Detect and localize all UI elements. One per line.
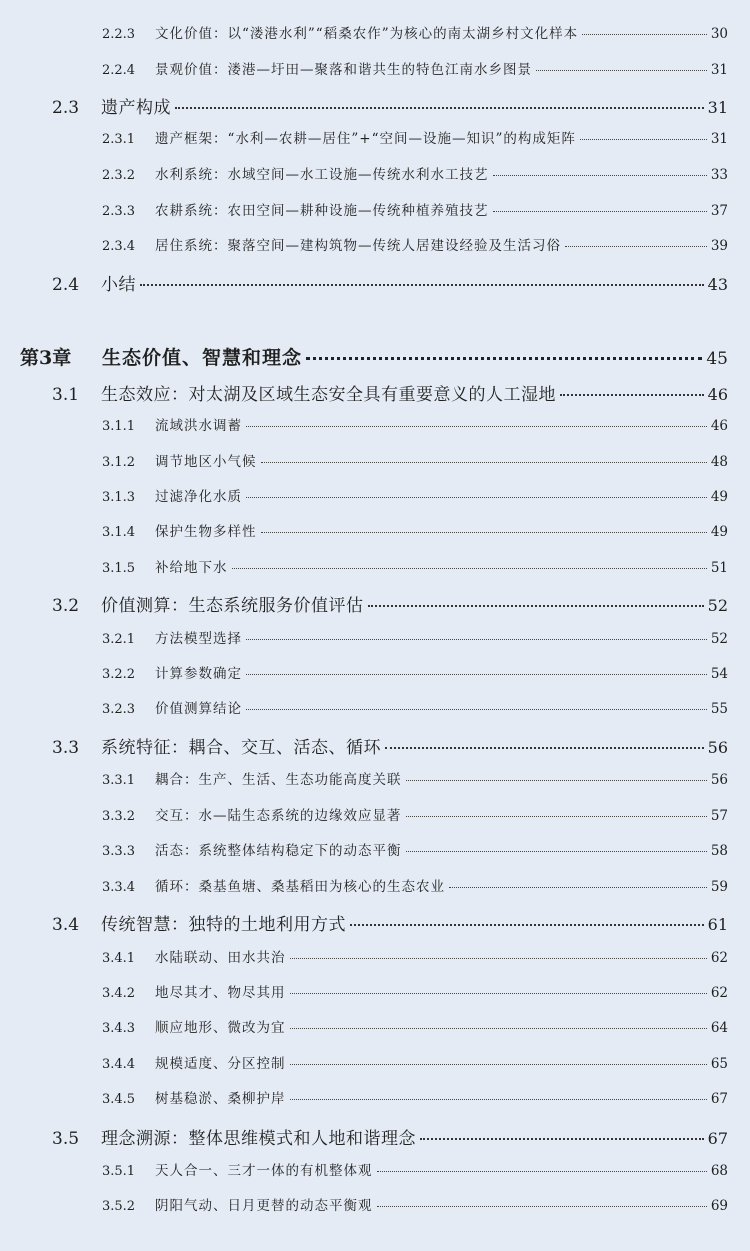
toc-entry-page-number: 30 (710, 26, 728, 42)
dot-leader (565, 246, 707, 247)
toc-entry-page-number: 54 (710, 666, 728, 682)
toc-entry-title: 系统特征：耦合、交互、活态、循环 (101, 738, 381, 758)
toc-entry-number: 3.3.4 (102, 880, 136, 895)
toc-entry-sub[interactable] (102, 234, 728, 254)
dot-leader (449, 887, 707, 888)
toc-entry-sub[interactable] (102, 485, 728, 505)
toc-entry-number: 3.5.1 (102, 1164, 136, 1179)
dot-leader (261, 532, 707, 533)
toc-entry-title: 景观价值：溇港—圩田—聚落和谐共生的特色江南水乡图景 (155, 62, 532, 78)
toc-entry-section[interactable] (52, 591, 728, 616)
dot-leader (377, 1206, 707, 1207)
toc-entry-number: 2.2.3 (102, 27, 136, 42)
toc-entry-sub[interactable] (102, 58, 728, 78)
toc-entry-title: 调节地区小气候 (155, 454, 257, 470)
toc-entry-number: 第3章 (20, 347, 72, 369)
toc-entry-number: 3.1.1 (102, 419, 136, 434)
toc-entry-sub[interactable] (102, 804, 728, 824)
toc-entry-page-number: 58 (710, 843, 728, 859)
toc-entry-page-number: 56 (707, 738, 728, 757)
toc-entry-page-number: 55 (710, 701, 728, 717)
toc-entry-page-number: 43 (707, 275, 728, 294)
dot-leader (246, 426, 707, 427)
dot-leader (246, 709, 707, 710)
toc-entry-page-number: 49 (710, 489, 728, 505)
toc-entry-title: 天人合一、三才一体的有机整体观 (155, 1163, 373, 1179)
toc-entry-sub[interactable] (102, 520, 728, 540)
toc-entry-page-number: 45 (706, 349, 728, 369)
toc-entry-sub[interactable] (102, 22, 728, 42)
toc-entry-sub[interactable] (102, 946, 728, 966)
toc-entry-number: 2.2.4 (102, 63, 136, 78)
toc-entry-number: 2.3.2 (102, 168, 136, 183)
toc-entry-title: 居住系统：聚落空间—建构筑物—传统人居建设经验及生活习俗 (155, 238, 561, 254)
toc-entry-number: 3.4.5 (102, 1092, 136, 1107)
toc-entry-page-number: 69 (710, 1198, 728, 1214)
toc-entry-number: 3.5 (52, 1129, 80, 1149)
toc-entry-number: 2.3.4 (102, 239, 136, 254)
dot-leader (377, 1171, 707, 1172)
toc-entry-page-number: 39 (710, 238, 728, 254)
toc-entry-title: 流域洪水调蓄 (155, 418, 242, 434)
toc-entry-title: 价值测算结论 (155, 701, 242, 717)
toc-entry-title: 遗产构成 (101, 98, 171, 118)
toc-entry-title: 活态：系统整体结构稳定下的动态平衡 (155, 843, 402, 859)
toc-entry-title: 地尽其才、物尽其用 (155, 985, 286, 1001)
toc-entry-page-number: 68 (710, 1163, 728, 1179)
dot-leader (560, 394, 704, 396)
toc-entry-number: 3.1.5 (102, 561, 136, 576)
toc-entry-sub[interactable] (102, 1016, 728, 1036)
toc-entry-sub[interactable] (102, 556, 728, 576)
toc-entry-number: 2.4 (52, 275, 80, 295)
toc-entry-title: 水陆联动、田水共治 (155, 950, 286, 966)
dot-leader (290, 1064, 707, 1065)
toc-entry-number: 3.3.3 (102, 844, 136, 859)
toc-entry-title: 生态效应：对太湖及区域生态安全具有重要意义的人工湿地 (101, 385, 556, 405)
toc-entry-title: 规模适度、分区控制 (155, 1056, 286, 1072)
toc-entry-sub[interactable] (102, 1159, 728, 1179)
dot-leader (368, 605, 704, 607)
dot-leader (175, 107, 704, 109)
dot-leader (246, 497, 707, 498)
toc-entry-title: 传统智慧：独特的土地利用方式 (101, 915, 346, 935)
toc-entry-page-number: 64 (710, 1020, 728, 1036)
toc-entry-number: 3.1 (52, 385, 80, 405)
toc-entry-page-number: 48 (710, 454, 728, 470)
toc-entry-page-number: 65 (710, 1056, 728, 1072)
dot-leader (420, 1138, 704, 1140)
dot-leader (582, 34, 707, 35)
toc-entry-page-number: 59 (710, 879, 728, 895)
toc-entry-page-number: 31 (707, 98, 728, 117)
dot-leader (406, 851, 707, 852)
toc-entry-title: 计算参数确定 (155, 666, 242, 682)
toc-entry-number: 3.4.3 (102, 1021, 136, 1036)
toc-entry-title: 顺应地形、微改为宜 (155, 1020, 286, 1036)
toc-entry-sub[interactable] (102, 875, 728, 895)
dot-leader (306, 357, 702, 360)
toc-entry-number: 2.3.1 (102, 132, 136, 147)
toc-entry-title: 交互：水—陆生态系统的边缘效应显著 (155, 808, 402, 824)
toc-entry-title: 水利系统：水域空间—水工设施—传统水利水工技艺 (155, 167, 489, 183)
toc-entry-number: 3.3 (52, 738, 80, 758)
toc-entry-sub[interactable] (102, 1087, 728, 1107)
toc-entry-page-number: 31 (710, 131, 728, 147)
toc-entry-sub[interactable] (102, 981, 728, 1001)
dot-leader (290, 993, 707, 994)
toc-entry-page-number: 46 (707, 385, 728, 404)
toc-entry-number: 3.4.4 (102, 1057, 136, 1072)
toc-entry-page-number: 52 (710, 631, 728, 647)
toc-entry-sub[interactable] (102, 839, 728, 859)
toc-entry-title: 理念溯源：整体思维模式和人地和谐理念 (101, 1129, 416, 1149)
toc-entry-number: 3.1.2 (102, 455, 136, 470)
toc-entry-number: 2.3.3 (102, 204, 136, 219)
toc-entry-section[interactable] (52, 93, 728, 118)
toc-entry-number: 3.4.2 (102, 986, 136, 1001)
toc-entry-title: 耦合：生产、生活、生态功能高度关联 (155, 772, 402, 788)
toc-entry-title: 生态价值、智慧和理念 (102, 347, 303, 369)
dot-leader (385, 747, 704, 749)
toc-entry-sub[interactable] (102, 627, 728, 647)
dot-leader (246, 639, 707, 640)
toc-entry-number: 3.3.2 (102, 809, 136, 824)
toc-entry-number: 3.5.2 (102, 1199, 136, 1214)
toc-entry-page-number: 57 (710, 808, 728, 824)
toc-entry-sub[interactable] (102, 1194, 728, 1214)
dot-leader (350, 924, 704, 926)
dot-leader (493, 211, 707, 212)
toc-entry-sub[interactable] (102, 768, 728, 788)
dot-leader (290, 1028, 707, 1029)
toc-entry-sub[interactable] (102, 662, 728, 682)
toc-entry-section[interactable] (52, 733, 728, 758)
toc-entry-number: 3.2.3 (102, 702, 136, 717)
toc-entry-number: 2.3 (52, 98, 80, 118)
dot-leader (232, 568, 707, 569)
toc-entry-chapter[interactable] (20, 343, 728, 370)
dot-leader (406, 780, 707, 781)
toc-entry-page-number: 67 (707, 1129, 728, 1148)
toc-entry-title: 阴阳气动、日月更替的动态平衡观 (155, 1198, 373, 1214)
toc-entry-page-number: 31 (710, 62, 728, 78)
toc-entry-page-number: 52 (707, 596, 728, 615)
toc-entry-page-number: 33 (710, 167, 728, 183)
toc-entry-sub[interactable] (102, 127, 728, 147)
toc-entry-number: 3.2.2 (102, 667, 136, 682)
toc-entry-page-number: 56 (710, 772, 728, 788)
toc-entry-title: 遗产框架：“水利—农耕—居住”+“空间—设施—知识”的构成矩阵 (155, 131, 576, 147)
toc-entry-number: 3.4.1 (102, 951, 136, 966)
toc-entry-number: 3.4 (52, 915, 80, 935)
toc-entry-title: 文化价值：以“溇港水利”“稻桑农作”为核心的南太湖乡村文化样本 (155, 26, 579, 42)
dot-leader (536, 70, 707, 71)
toc-entry-page-number: 61 (707, 915, 728, 934)
toc-entry-section[interactable] (52, 1124, 728, 1149)
dot-leader (246, 674, 707, 675)
toc-entry-page-number: 67 (710, 1091, 728, 1107)
toc-entry-page-number: 62 (710, 985, 728, 1001)
toc-entry-number: 3.3.1 (102, 773, 136, 788)
dot-leader (493, 175, 707, 176)
dot-leader (290, 958, 707, 959)
dot-leader (406, 816, 707, 817)
toc-entry-title: 价值测算：生态系统服务价值评估 (101, 596, 364, 616)
dot-leader (261, 462, 707, 463)
toc-entry-section[interactable] (52, 910, 728, 935)
toc-entry-page-number: 62 (710, 950, 728, 966)
toc-entry-number: 3.1.3 (102, 490, 136, 505)
toc-entry-title: 树基稳淤、桑柳护岸 (155, 1091, 286, 1107)
toc-entry-number: 3.2.1 (102, 632, 136, 647)
toc-entry-sub[interactable] (102, 163, 728, 183)
toc-entry-sub[interactable] (102, 697, 728, 717)
toc-entry-title: 补给地下水 (155, 560, 228, 576)
toc-entry-page-number: 46 (710, 418, 728, 434)
toc-entry-number: 3.2 (52, 596, 80, 616)
toc-entry-sub[interactable] (102, 199, 728, 219)
toc-entry-title: 方法模型选择 (155, 631, 242, 647)
toc-entry-title: 循环：桑基鱼塘、桑基稻田为核心的生态农业 (155, 879, 445, 895)
toc-entry-title: 保护生物多样性 (155, 524, 257, 540)
toc-entry-number: 3.1.4 (102, 525, 136, 540)
toc-entry-title: 小结 (101, 275, 136, 295)
toc-entry-sub[interactable] (102, 1052, 728, 1072)
toc-entry-page-number: 51 (710, 560, 728, 576)
toc-entry-title: 农耕系统：农田空间—耕种设施—传统种植养殖技艺 (155, 203, 489, 219)
dot-leader (580, 139, 707, 140)
toc-entry-page-number: 49 (710, 524, 728, 540)
dot-leader (290, 1099, 707, 1100)
toc-entry-title: 过滤净化水质 (155, 489, 242, 505)
dot-leader (140, 284, 704, 286)
toc-entry-section[interactable] (52, 270, 728, 295)
toc-entry-sub[interactable] (102, 414, 728, 434)
toc-entry-section[interactable] (52, 380, 728, 405)
toc-entry-page-number: 37 (710, 203, 728, 219)
toc-entry-sub[interactable] (102, 450, 728, 470)
